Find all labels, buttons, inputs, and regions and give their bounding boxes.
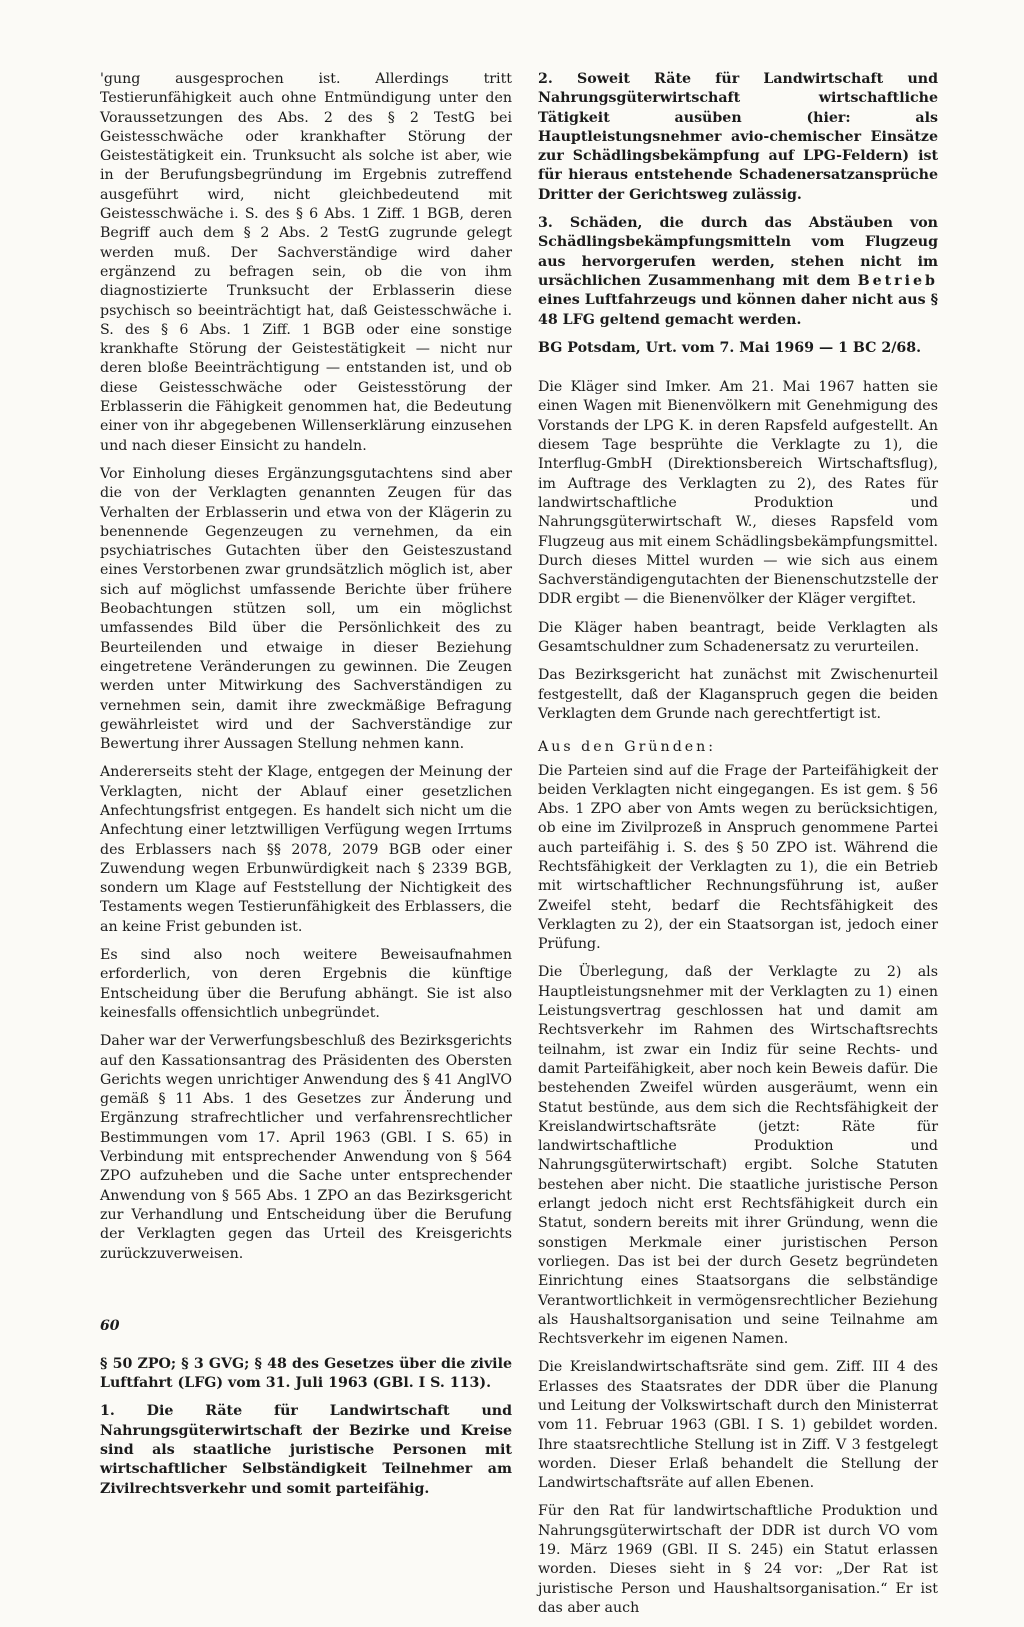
paragraph: Die Kreislandwirtschaftsräte sind gem. Ziff. III 4 des Erlasses des Staatsrates der DDR über die Planung und Leitung der Volkswirtschaft durch den Ministerrat vom 11. Februar 1963 (GBl. I S. 1) gebildet worden. Ihre staatsrechtliche Stellung ist in Ziff. V 3 festgelegt worden. Dieser Erlaß behandelt die Stellung der Landwirtschaftsräte auf allen Ebenen. [538,1359,938,1492]
headnote-3-end: eines Luftfahrzeugs und können daher nicht aus § 48 LFG geltend gemacht werden. [538,292,938,328]
section-spacer [100,1273,512,1355]
paragraph: Das Bezirksgericht hat zunächst mit Zwischenurteil festgestellt, daß der Klaganspruch gegen die beiden Verklagten dem Grunde nach gerechtfertigt ist. [538,667,938,722]
paragraph: Für den Rat für landwirtschaftliche Produktion und Nahrungsgüterwirtschaft der DDR ist durch VO vom 19. März 1969 (GBl. II S. 245) ein Statut erlassen worden. Dieses sieht in § 24 vor: „Der Rat ist juristische Person und Haushaltsorganisation.“ Er ist das aber auch [538,1503,938,1616]
headnote-3 [538,214,938,330]
paragraph: Die Parteien sind auf die Frage der Parteifähigkeit der beiden Verklagten nicht eingegangen. Es ist gem. § 56 Abs. 1 ZPO aber von Amts wegen zu berücksichtigen, ob eine im Zivilprozeß in Anspruch genommene Partei auch parteifähig i. S. des § 50 ZPO ist. Während die Rechtsfähigkeit der Verklagten zu 1), die ein Betrieb mit wirtschaftlicher Rechnungsführung ist, außer Zweifel steht, bedarf die Rechtsfähigkeit des Verklagten zu 2), der ein Staatsorgan ist, jedoch einer Prüfung. [538,762,938,953]
court-citation: BG Potsdam, Urt. vom 7. Mai 1969 — 1 BC 2/68. [538,339,922,356]
reasons-heading: Aus den Gründen: [538,739,717,756]
headnote-3-spaced-word: Betrieb [857,272,938,289]
paragraph: Die Kläger sind Imker. Am 21. Mai 1967 hatten sie einen Wagen mit Bienenvölkern mit Genehmigung des Vorstands der LPG K. in deren Rapsfeld aufgestellt. An diesem Tage besprühte die Verklagte zu 1), die Interflug-GmbH (Direktionsbereich Wirtschaftsflug), im Auftrage des Verklagten zu 2), des Rates für landwirtschaftliche Produktion und Nahrungsgüterwirtschaft W., dieses Rapsfeld vom Flugzeug aus mit einem Schädlingsbekämpfungsmittel. Durch dieses Mittel wurden — wie sich aus einem Sachverständigengutachten der Bienenschutzstelle der DDR ergibt — die Bienenvölker der Kläger vergiftet. [538,379,938,608]
paragraph: Daher war der Verwerfungsbeschluß des Bezirksgerichts auf den Kassationsantrag des Präsidenten des Obersten Gerichts wegen unrichtiger Anwendung des § 41 AnglVO gemäß § 11 Abs. 1 des Gesetzes zur Änderung und Ergänzung strafrechtlicher und verfahrensrechtlicher Bestimmungen vom 17. April 1963 (GBl. I S. 65) in Verbindung mit entsprechender Anwendung von § 564 ZPO aufzuheben und die Sache unter entsprechender Anwendung von § 565 Abs. 1 ZPO an das Bezirksgericht zur Verhandlung und Entscheidung über die Berufung der Verklagten gegen das Urteil des Kreisgerichts zurückzuverweisen. [100,1033,512,1262]
paragraph: Es sind also noch weitere Beweisaufnahmen erforderlich, von deren Ergebnis die künftige Entscheidung über die Berufung abhängt. Sie ist also keinesfalls offensichtlich unbegründet. [100,947,512,1021]
headnote-3-start: 3. Schäden, die durch das Abstäuben von Schädlingsbekämpfungsmitteln vom Flugzeug aus hervorgerufen werden, stehen nicht im ursächlichen Zusammenhang mit dem [538,215,938,289]
left-column [100,70,512,1508]
paragraph: Andererseits steht der Klage, entgegen der Meinung der Verklagten, nicht der Ablauf einer gesetzlichen Anfechtungsfrist entgegen. Es handelt sich nicht um die Anfechtung einer letztwilligen Verfügung wegen Irrtums des Erblassers nach §§ 2078, 2079 BGB oder einer Zuwendung wegen Erbunwürdigkeit nach § 2339 BGB, sondern um Klage auf Feststellung der Nichtigkeit des Testaments wegen Testierunfähigkeit des Erblassers, die an keine Frist gebunden ist. [100,764,512,935]
paragraph: Vor Einholung dieses Ergänzungsgutachtens sind aber die von der Verklagten genannten Zeugen für das Verhalten der Erblasserin und etwa von der Klägerin zu benennende Gegenzeugen zu vernehmen, da ein psychiatrisches Gutachten über den Geisteszustand eines Verstorbenen zwar grundsätzlich möglich ist, aber sich auf möglichst umfassende Berichte über frühere Beobachtungen stützen soll, um ein möglichst umfassendes Bild über die Persönlichkeit des zu Beurteilenden und etwaige in dieser Beziehung eingetretene Veränderungen zu gewinnen. Die Zeugen werden unter Mitwirkung des Sachverständigen zu vernehmen sein, damit ihre zweckmäßige Befragung gewährleistet wird und der Sachverständige zur Bewertung ihrer Aussagen Stellung nehmen kann. [100,465,512,753]
case-heading: § 50 ZPO; § 3 GVG; § 48 des Gesetzes über die zivile Luftfahrt (LFG) vom 31. Juli 1963 (GBl. I S. 113). [100,1355,512,1392]
headnote-2: 2. Soweit Räte für Landwirtschaft und Nahrungsgüterwirtschaft wirtschaftliche Tätigkeit ausüben (hier: als Hauptleistungsnehmer avio-chemischer Einsätze zur Schädlingsbekämpfung auf LPG-Feldern) ist für hieraus entstehende Schadenersatzansprüche Dritter der Gerichtsweg zulässig. [538,71,938,203]
paragraph: Die Überlegung, daß der Verklagte zu 2) als Hauptleistungsnehmer mit der Verklagten zu 1) einen Leistungsvertrag geschlossen hat und damit am Rechtsverkehr im Rahmen des Wirtschaftsrechts teilnahm, ist zwar ein Indiz für seine Rechts- und damit Parteifähigkeit, aber noch kein Beweis dafür. Die bestehenden Zweifel würden ausgeräumt, wenn ein Statut bestünde, aus dem sich die Rechtsfähigkeit der Kreislandwirtschaftsräte (jetzt: Räte für landwirtschaftliche Produktion und Nahrungsgüterwirtschaft) ergibt. Solche Statuten bestehen aber nicht. Die staatliche juristische Person erlangt jedoch nicht erst Rechtsfähigkeit durch ein Statut, sondern bereits mit ihrer Gründung, wenn die sonstigen Merkmale einer juristischen Person vorliegen. Das ist bei der durch Gesetz begründeten Einrichtung eines Staatsorgans die selbständige Verantwortlichkeit in vermögensrechtlicher Beziehung als Haushaltsorganisation und seine Teilnahme am Rechtsverkehr im eigenen Namen. [538,964,938,1348]
paragraph: 'gung ausgesprochen ist. Allerdings tritt Testierunfähigkeit auch ohne Entmündigung unter den Voraussetzungen des Abs. 2 des § 2 TestG bei Geistesschwäche oder krankhafter Störung der Geistestätigkeit ein. Trunksucht als solche ist aber, wie in der Berufungsbegründung im Ergebnis zutreffend ausgeführt wird, nicht gleichbedeutend mit Geistesschwäche i. S. des § 6 Abs. 1 Ziff. 1 BGB, deren Begriff auch dem § 2 Abs. 2 TestG zugrunde gelegt werden muß. Der Sachverständige wird daher ergänzend zu befragen sein, ob die von ihm diagnostizierte Trunksucht der Erblasserin diese psychisch so beeinträchtigt hat, daß Geistesschwäche i. S. des § 6 Abs. 1 Ziff. 1 BGB oder eine sonstige krankhafte Störung der Geistestätigkeit — nicht nur deren bloße Beeinträchtigung — entstanden ist, und ob diese Geistesschwäche oder Geistesstörung der Erblasserin die Fähigkeit genommen hat, die Bedeutung einer von ihr abgegebenen Willenserklärung einzusehen und nach dieser Einsicht zu handeln. [100,71,512,454]
headnote-1: 1. Die Räte für Landwirtschaft und Nahrungsgüterwirtschaft der Bezirke und Kreise sind als staatliche juristische Personen mit wirtschaftlicher Selbständigkeit Teilnehmer am Zivilrechtsverkehr und somit parteifähig. [100,1403,512,1497]
right-column [538,70,938,1627]
paragraph: Die Kläger haben beantragt, beide Verklagten als Gesamtschuldner zum Schadenersatz zu verurteilen. [538,619,938,656]
page-number: 60 [100,1318,120,1334]
